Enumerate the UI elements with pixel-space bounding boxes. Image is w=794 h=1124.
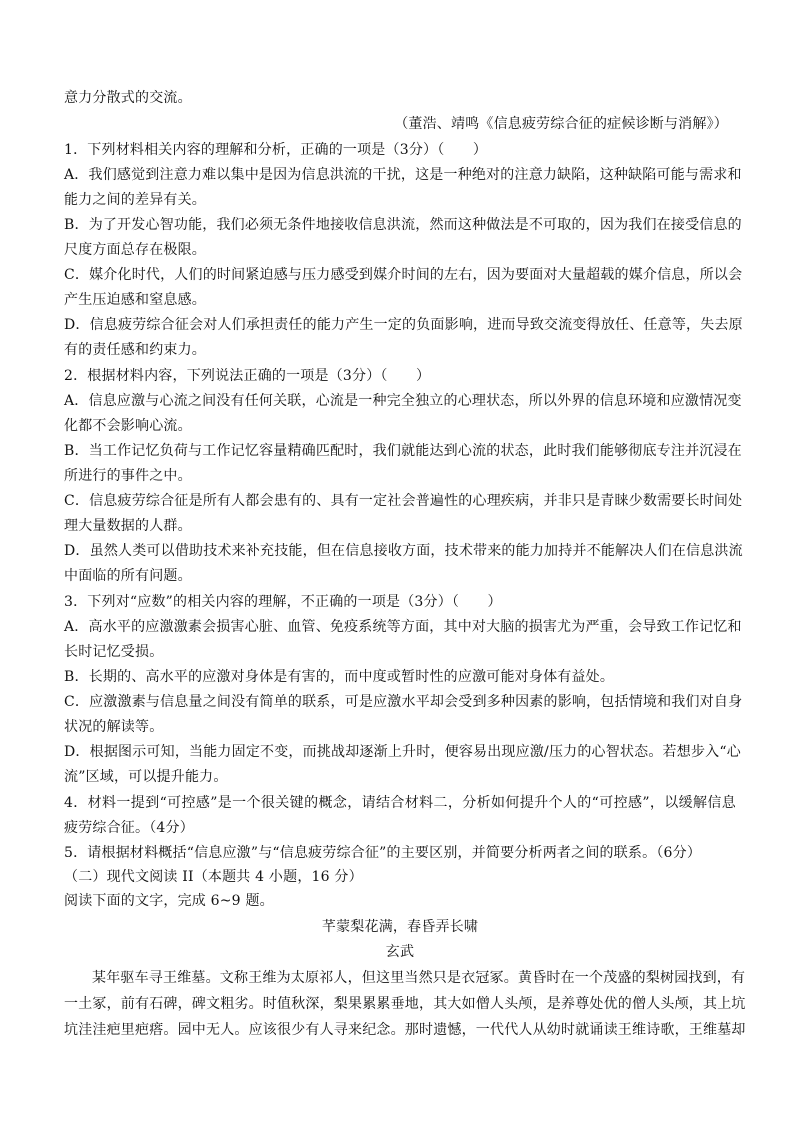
- article-title: 芊蒙梨花满，春昏弄长啸: [321, 919, 479, 935]
- article-paragraph-line: 坑洼洼疤里疤瘩。园中无人。应该很少有人寻来纪念。那时遗憾，一代代人从幼时就诵读王维诗歌，王维墓却: [64, 1022, 746, 1038]
- question-4-cont: 疲劳综合征。（4分）: [64, 820, 194, 836]
- option-1a-cont: 能力之间的差异有关。: [64, 192, 206, 208]
- option-2a: A．信息应激与心流之间没有任何关联，心流是一种完全独立的心理状态，所以外界的信息环境和应激情况变: [64, 393, 742, 409]
- option-2d: D．虽然人类可以借助技术来补充技能，但在信息接收方面，技术带来的能力加持并不能解决人们在信息洪流: [64, 543, 743, 559]
- option-3b: B．长期的、高水平的应激对身体是有害的，而中度或暂时性的应激可能对身体有益处。: [64, 669, 615, 685]
- question-5: 5．请根据材料概括“信息应激”与“信息疲劳综合征”的主要区别，并简要分析两者之间的联系。（6分）: [64, 845, 702, 861]
- option-3a: A．高水平的应激激素会损害心脏、血管、免疫系统等方面，其中对大脑的损害尤为严重，会导致工作记忆和: [64, 619, 742, 635]
- option-3a-cont: 长时记忆受损。: [64, 644, 164, 660]
- option-2a-cont: 化都不会影响心流。: [64, 418, 192, 434]
- option-3d: D．根据图示可知，当能力固定不变，而挑战却逐渐上升时，便容易出现应激/压力的心智状态。若想步入“心: [64, 744, 741, 760]
- article-paragraph-line: 某年驱车寻王维墓。文称王维为太原祁人，但这里当然只是衣冠冢。黄昏时在一个茂盛的梨树园找到，有: [92, 970, 746, 986]
- question-3: 3．下列对“应数”的相关内容的理解，不正确的一项是（3分）（ ）: [64, 594, 502, 610]
- option-2b-cont: 所进行的事件之中。: [64, 468, 192, 484]
- option-1c: C．媒介化时代，人们的时间紧迫感与压力感受到媒介时间的左右，因为要面对大量超载的媒介信息，所以会: [64, 267, 743, 283]
- option-1b-cont: 尺度方面总存在极限。: [64, 242, 206, 258]
- option-1d-cont: 有的责任感和约束力。: [64, 342, 206, 358]
- option-1d: D．信息疲劳综合征会对人们承担责任的能力产生一定的负面影响，进而导致交流变得放任、任意等，失去原: [64, 317, 743, 333]
- source-citation: （董浩、靖鸣《信息疲劳综合征的症候诊断与消解》）: [394, 116, 728, 132]
- question-4: 4．材料一提到“可控感”是一个很关键的概念，请结合材料二，分析如何提升个人的“可控感”，以缓解信息: [64, 795, 736, 811]
- article-author: 玄武: [385, 944, 415, 960]
- section-heading: （二）现代文阅读 II（本题共 4 小题，16 分）: [64, 869, 363, 885]
- option-2d-cont: 中面临的所有问题。: [64, 568, 192, 584]
- option-3c: C．应激激素与信息量之间没有简单的联系，可是应激水平却会受到多种因素的影响，包括情境和我们对自身: [64, 694, 743, 710]
- question-2: 2．根据材料内容，下列说法正确的一项是（3分）（ ）: [64, 368, 431, 384]
- option-1a: A．我们感觉到注意力难以集中是因为信息洪流的干扰，这是一种绝对的注意力缺陷，这种缺陷可能与需求和: [64, 167, 742, 183]
- article-paragraph-line: 一土冢，前有石碑，碑文粗劣。时值秋深，梨果累累垂地，其大如僧人头颅，是养尊处优的僧人头颅，其上坑: [64, 996, 746, 1012]
- reading-instruction: 阅读下面的文字，完成 6~9 题。: [64, 893, 274, 909]
- option-1c-cont: 产生压迫感和窒息感。: [64, 292, 206, 308]
- question-1: 1．下列材料相关内容的理解和分析，正确的一项是（3分）（ ）: [64, 142, 488, 158]
- option-3d-cont: 流”区域，可以提升能力。: [64, 769, 228, 785]
- option-2c: C．信息疲劳综合征是所有人都会患有的、具有一定社会普遍性的心理疾病，并非只是青睐少数需要长时间处: [64, 493, 743, 509]
- option-2b: B．当工作记忆负荷与工作记忆容量精确匹配时，我们就能达到心流的状态，此时我们能够彻底专注并沉浸在: [64, 443, 742, 459]
- option-3c-cont: 状况的解读等。: [64, 719, 164, 735]
- option-1b: B．为了开发心智功能，我们必须无条件地接收信息洪流，然而这种做法是不可取的，因为我们在接受信息的: [64, 217, 742, 233]
- text-line: 意力分散式的交流。: [64, 90, 192, 106]
- option-2c-cont: 理大量数据的人群。: [64, 518, 192, 534]
